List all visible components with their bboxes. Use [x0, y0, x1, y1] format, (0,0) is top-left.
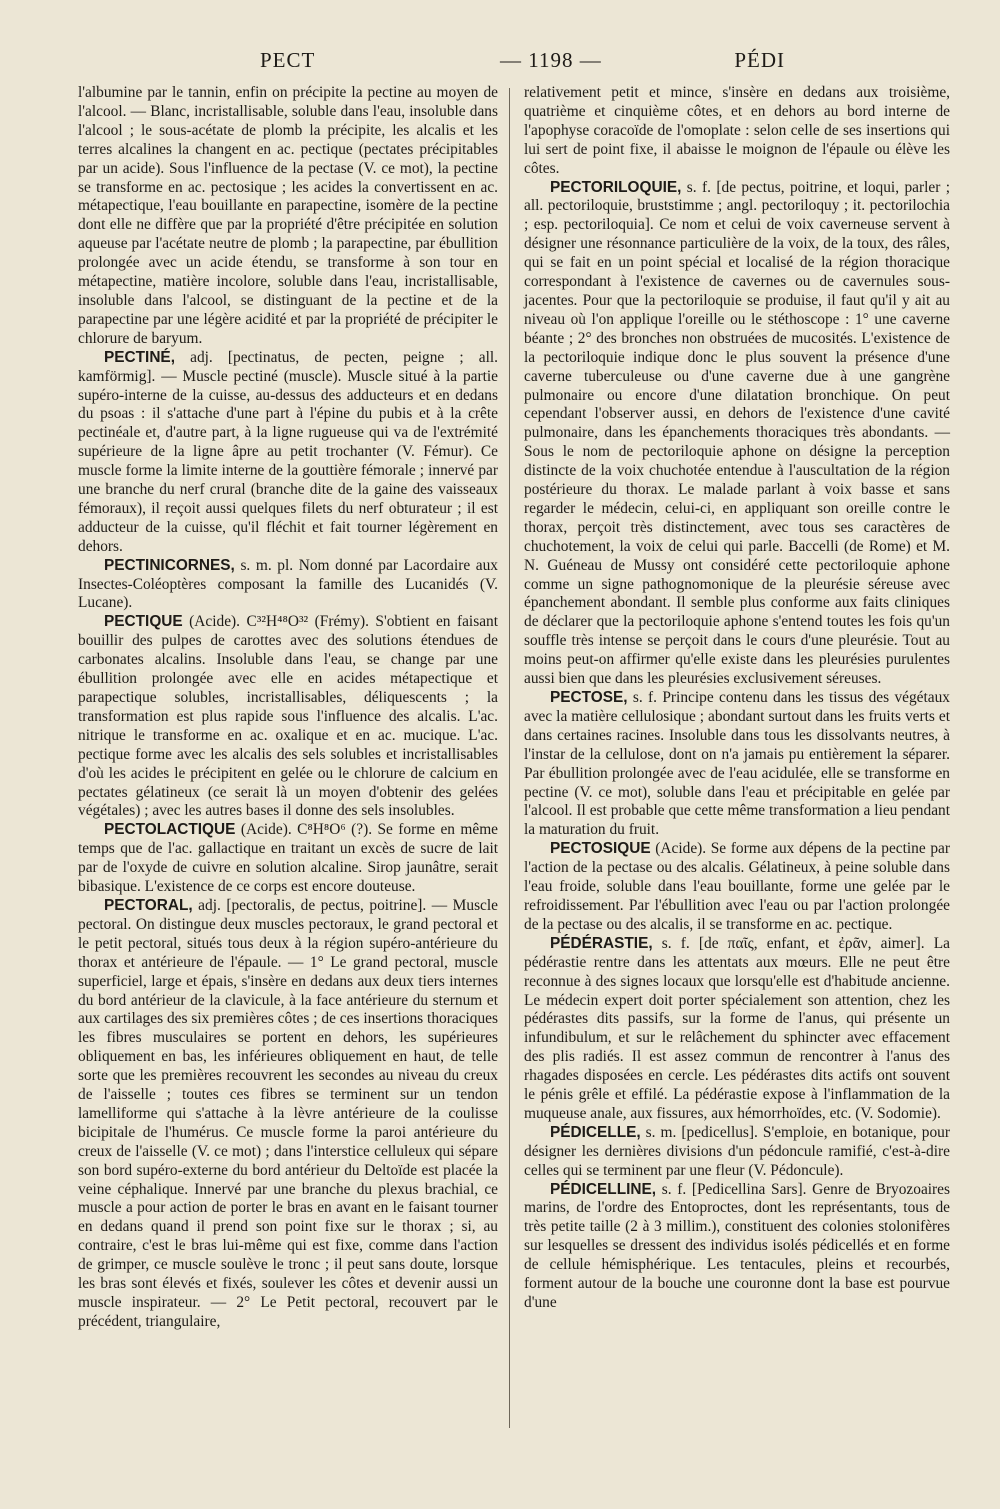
headword: PECTORILOQUIE, — [550, 178, 682, 196]
entry-text: l'albumine par le tannin, enfin on précipite la pectine au moyen de l'alcool. — Blanc, incristallisable, soluble dans l'eau, insoluble dans l'alcool ; le sous-acétate de plomb la précipite, les alcalis et les terres alcalines la changent en ac. pectique (pectates précipitables par un acide). Sous l'influence de la pectase (V. ce mot), la pectine se transforme en ac. pectosique ; les acides la convertissent en ac. métapectique, l'eau bouillante en parapectine, isomère de la pectine dont elle ne diffère que par la propriété d'être précipitée en solution aqueuse par l'acétate neutre de plomb ; la parapectine, par ébullition prolongée avec un acide étendu, se transforme à son tour en métapectine, matière incolore, soluble dans l'eau, incristallisable, insoluble dans l'alcool, se distinguant de la pectine et de la parapectine par une légère acidité et par la propriété de précipiter le chlorure de baryum. — [78, 84, 498, 347]
entry-text: relativement petit et mince, s'insère en dedans aux troisième, quatrième et cinquième côtes, et en dehors au bord interne de l'apophyse coracoïde de l'omoplate : selon celle de ses insertions qui lui sert de point fixe, il abaisse le moignon de l'épaule ou élève les côtes. — [524, 84, 950, 177]
left-column — [78, 84, 498, 1332]
headword: PECTOLACTIQUE — [104, 821, 236, 839]
headword: PECTINÉ, — [104, 348, 175, 366]
entry-continuation — [78, 84, 498, 349]
entry-text: s. m. pl. Nom donné par Lacordaire aux Insectes-Coléoptères composant la famille des Lucanidés (V. Lucane). — [78, 556, 498, 612]
headword: PECTORAL, — [104, 896, 193, 914]
entry-text: s. f. Principe contenu dans les tissus des végétaux avec la matière cellulosique ; abondant surtout dans les fruits verts et dans certaines racines. Insoluble dans tous les dissolvants neutres, à l'instar de la cellulose, dont on n'a jamais pu entièrement la séparer. Par ébullition prolongée avec de l'eau acidulée, elle se transforme en pectine (V. ce mot), soluble dans l'eau et précipitable en gelée par l'alcool. Il est probable que cette même transformation a lieu pendant la maturation du fruit. — [524, 689, 950, 839]
column-divider — [509, 88, 510, 1428]
entry-pectolactique — [78, 821, 498, 897]
entry-text: s. f. [de pectus, poitrine, et loqui, parler ; all. pectoriloquie, bruststimme ; angl. pectoriloquy ; it. pectorilochia ; esp. pectoriloquia]. Ce nom et celui de voix caverneuse servent à désigner une résonnance particulière de la voix, de la toux, des râles, qui se fait en un point spécial et localisé de la région thoracique correspondant à l'existence de cavernes ou de cavernules sous-jacentes. Pour que la pectoriloquie se produise, il faut qu'il y ait au niveau où l'on applique l'oreille ou le stéthoscope : 1° une caverne béante ; 2° des bronches non obstruées de mucosités. L'existence de la pectoriloquie indique donc le plus souvent la présence d'une caverne tuberculeuse ou d'une caverne due à une gangrène pulmonaire ou encore d'une dilatation bronchique. On peut cependant l'observer aussi, en dehors de l'existence d'une cavité pulmonaire, dans les épanchements thoraciques très abondants. — Sous le nom de pectoriloquie aphone on désigne la perception distincte de la voix chuchotée entendue à l'auscultation de la région postérieure du thorax. Le malade parlant à voix basse et sans regarder le médecin, celui-ci, en appliquant son oreille contre le thorax, perçoit très distinctement, avec tous ses caractères de chuchotement, la voix de celui qui parle. Baccelli (de Rome) et M. N. Guéneau de Mussy ont considéré cette pectoriloquie aphone comme un signe pathognomonique de la pleurésie séreuse avec épanchement abondant. Il semble plus conforme aux faits cliniques de déclarer que la pectoriloquie aphone s'entend toutes les fois qu'un souffle très intense se perçoit dans le cours d'une pleurésie. Tout au moins peut-on affirmer qu'elle existe dans les pleurésies purulentes aussi bien que dans les pleurésies exclusivement séreuses. — [524, 178, 950, 688]
headword: PECTINICORNES, — [104, 556, 235, 574]
entry-text: s. m. [pedicellus]. S'emploie, en botanique, pour désigner les dernières divisions d'un pédoncule ramifié, c'est-à-dire celles qui se terminent par une fleur (V. Pédoncule). — [524, 1123, 950, 1179]
headword: PÉDICELLE, — [550, 1123, 641, 1141]
entry-pederastie — [524, 935, 950, 1124]
entry-pectoral — [78, 897, 498, 1332]
entry-pectoriloquie — [524, 179, 950, 689]
entry-pedicelline — [524, 1181, 950, 1313]
entry-text: (Acide). Se forme aux dépens de la pectine par l'action de la pectase ou des alcalis. Gélatineux, à peine soluble dans l'eau froide, soluble dans l'eau bouillante, forme une gelée par le refroidissement. Par l'ébullition avec l'eau ou par l'action prolongée de la pectase ou des alcalis, il se transforme en ac. pectique. — [524, 840, 950, 933]
headword: PECTOSE, — [550, 689, 628, 706]
entry-text: s. f. [de παῖς, enfant, et ἐρᾶν, aimer]. La pédérastie rentre dans les attentats aux mœurs. Elle ne peut être reconnue à des signes locaux que lorsqu'elle est d'habitude ancienne. Le médecin expert doit porter spécialement son attention, chez les pédérastes dits passifs, sur la forme de l'anus, qui présente un infundibulum, et sur le relâchement du sphincter avec effacement des plis radiés. Il est assez commun de rencontrer à l'anus des rhagades disposées en cercle. Les pédérastes dits actifs ont souvent le pénis grêle et effilé. La pédérastie expose à l'inflammation de la muqueuse anale, aux fissures, aux hémorrhoïdes, etc. (V. Sodomie). — [524, 934, 950, 1122]
headword: PECTOSIQUE — [550, 840, 651, 858]
entry-pectose — [524, 689, 950, 840]
page-number: — 1198 — — [500, 48, 602, 72]
right-column — [524, 84, 950, 1313]
headword: PÉDÉRASTIE, — [550, 934, 653, 952]
entry-continuation — [524, 84, 950, 179]
entry-pedicelle — [524, 1124, 950, 1181]
running-head-left: PECT — [260, 48, 316, 72]
entry-text: s. f. [Pedicellina Sars]. Genre de Bryozoaires marins, de l'ordre des Entoproctes, dont les représentants, tous de très petite taille (2 à 3 millim.), constituent des colonies stolonifères sur lesquelles se dressent des individus isolés pédicellés et en forme de cellule hémisphérique. Les tentacules, pleins et recourbés, forment autour de la bouche une couronne dont la base est pourvue d'une — [524, 1180, 950, 1311]
running-head-right: PÉDI — [734, 48, 785, 72]
entry-pectinicornes — [78, 557, 498, 614]
headword: PÉDICELLINE, — [550, 1180, 657, 1198]
entry-pectique — [78, 613, 498, 821]
headword: PECTIQUE — [104, 613, 183, 631]
page-header — [80, 48, 950, 82]
entry-text: (Acide). C⁸H⁸O⁶ (?). Se forme en même temps que de l'ac. gallactique en traitant un excès de sucre de lait par de l'oxyde de cuivre en solution alcaline. Sirop jaunâtre, serait bibasique. L'existence de ce corps est encore douteuse. — [78, 821, 498, 896]
entry-pectosique — [524, 840, 950, 935]
entry-text: (Acide). C³²H⁴⁸O³² (Frémy). S'obtient en faisant bouillir des pulpes de carottes avec des solutions étendues de carbonates alcalins. Insoluble dans l'eau, se change par une ébullition prolongée avec elle en acides métapectique et parapectique solubles, incristallisables, déliquescents ; la transformation est plus rapide sous l'influence des alcalis. L'ac. nitrique le transforme en ac. oxalique et en ac. mucique. L'ac. pectique forme avec les alcalis des sels solubles et incristallisables d'où les acides le précipitent en gelée ou le chlorure de calcium en pectates gélatineux (ce serait là un moyen d'obtenir des gelées végétales) ; avec les autres bases il donne des sels insolubles. — [78, 613, 498, 820]
entry-pectine — [78, 349, 498, 557]
entry-text: adj. [pectinatus, de pecten, peigne ; all. kamförmig]. — Muscle pectiné (muscle). Muscle situé à la partie supéro-interne de la cuisse, au-dessus des adducteurs et en dedans du psoas : il s'attache d'une part à l'épine du pubis et à la crête pectinéale et, d'autre part, à la ligne rugueuse qui va de l'extrémité supérieure de la ligne âpre au petit trochanter (V. Fémur). Ce muscle forme la limite interne de la gouttière fémorale ; innervé par une branche du nerf crural (branche dite de la gaine des vaisseaux fémoraux), il reçoit aussi quelques filets du nerf obturateur ; il est adducteur de la cuisse, qu'il fléchit et fait tourner légèrement en dehors. — [78, 348, 498, 555]
entry-text: adj. [pectoralis, de pectus, poitrine]. — Muscle pectoral. On distingue deux muscles pectoraux, le grand pectoral et le petit pectoral, situés tous deux à la région supéro-antérieure du thorax et antérieure de l'épaule. — 1° Le grand pectoral, muscle superficiel, large et épais, s'insère en dedans aux deux tiers internes du bord antérieur de la clavicule, à la face antérieure du sternum et aux cartilages des six premières côtes ; de ces insertions thoraciques les fibres musculaires se portent en dehors, les supérieures obliquement en bas, les inférieures obliquement en haut, de telle sorte que les premières recouvrent les secondes au niveau du creux de l'aisselle ; toutes ces fibres se terminent sur un tendon lamelliforme qui s'attache à la lèvre antérieure de la coulisse bicipitale de l'humérus. Ce muscle forme la paroi antérieure du creux de l'aisselle (V. ce mot) ; dans l'interstice celluleux qui sépare son bord supéro-externe du bord antérieur du Deltoïde est placée la veine céphalique. Innervé par une branche du plexus brachial, ce muscle a pour action de porter le bras en avant en le faisant tourner en dedans quand il prend son point fixe sur le thorax ; si, au contraire, c'est le bras lui-même qui est fixe, comme dans l'action de grimper, ce muscle soulève le tronc ; il peut sans doute, lorsque les bras sont élevés et fixés, soulever les côtes et devenir aussi un muscle inspirateur. — 2° Le Petit pectoral, recouvert par le précédent, triangulaire, — [78, 896, 498, 1330]
